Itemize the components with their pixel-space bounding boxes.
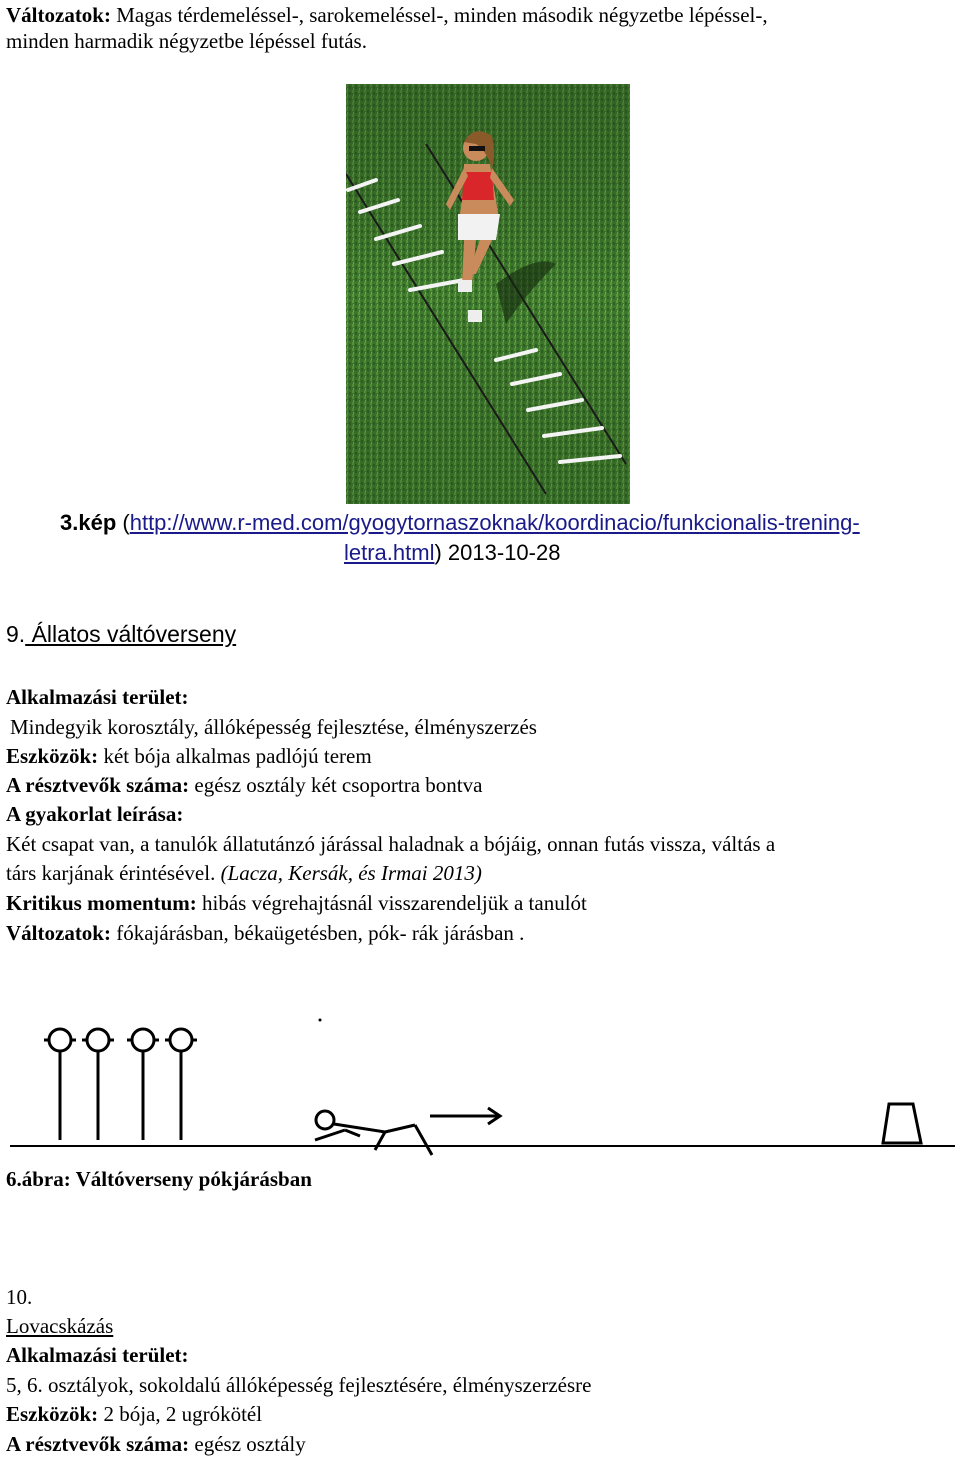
- section-9-participants-label: A résztvevők száma:: [6, 773, 190, 797]
- section-9-area-label: Alkalmazási terület:: [6, 685, 189, 709]
- section-9-participants: [6, 772, 482, 798]
- photo-source-link-cont[interactable]: letra.html: [344, 540, 435, 565]
- section-10-participants-label: A résztvevők száma:: [6, 1432, 190, 1456]
- section-10-participants: [6, 1431, 306, 1457]
- photo-caption-date: ) 2013-10-28: [434, 540, 561, 565]
- stick-figure-2: [82, 1029, 114, 1140]
- section-10-area-label: Alkalmazási terület:: [6, 1343, 189, 1367]
- section-9-heading: [6, 621, 236, 648]
- section-9-title: Állatos váltóverseny: [25, 621, 237, 647]
- section-10-area-text: 5, 6. osztályok, sokoldalú állóképesség fejlesztésére, élményszerzésre: [6, 1373, 592, 1397]
- section-9-area-text: Mindegyik korosztály, állóképesség fejlesztése, élményszerzés: [10, 715, 537, 739]
- section-9-description-label: A gyakorlat leírása:: [6, 802, 184, 826]
- section-10-tools-text: 2 bója, 2 ugrókötél: [98, 1402, 263, 1426]
- section-9-variants-text: fókajárásban, békaügetésben, pók- rák járásban .: [110, 921, 525, 945]
- section-10-title: Lovacskázás: [6, 1314, 114, 1338]
- variants-text: Magas térdemeléssel-, sarokemeléssel-, minden második négyzetbe lépéssel-,: [110, 3, 768, 27]
- section-9-variants: [6, 920, 524, 946]
- figure-6-caption: 6.ábra: Váltóverseny pókjárásban: [6, 1167, 312, 1191]
- direction-arrow: [430, 1108, 500, 1124]
- spider-walk-figure: [315, 1111, 432, 1155]
- relay-figure: [0, 1000, 960, 1165]
- photo-image: [346, 84, 630, 504]
- stick-figure-1: [44, 1029, 76, 1140]
- section-10-tools-label: Eszközök:: [6, 1402, 99, 1426]
- photo-caption-label: 3.kép: [60, 510, 117, 535]
- section-9-tools: [6, 743, 372, 769]
- section-9-critical: [6, 890, 587, 916]
- section-9-number: 9.: [6, 621, 26, 647]
- photo-caption-line2: [344, 540, 560, 566]
- section-9-tools-label: Eszközök:: [6, 744, 99, 768]
- stick-figure-3: [127, 1029, 159, 1140]
- section-9-critical-label: Kritikus momentum:: [6, 891, 197, 915]
- section-10-tools: [6, 1401, 262, 1427]
- section-9-tools-text: két bója alkalmas padlójú terem: [98, 744, 372, 768]
- relay-diagram: [0, 1000, 960, 1165]
- cone-icon: [883, 1104, 921, 1143]
- stick-figure-4: [165, 1029, 197, 1140]
- section-9-description-line1: Két csapat van, a tanulók állatutánzó járással haladnak a bójáig, onnan futás vissza, váltás a: [6, 832, 776, 856]
- section-9-variants-label: Változatok:: [6, 921, 111, 945]
- photo-source-link[interactable]: http://www.r-med.com/gyogytornaszoknak/koordinacio/funkcionalis-trening-: [129, 510, 860, 535]
- section-9-description-line2: társ karjának érintésével. (Lacza, Kersák, és Irmai 2013): [6, 861, 482, 885]
- running-ladder-photo: [346, 84, 630, 504]
- variants-paragraph: [6, 2, 768, 28]
- photo-caption: 3.kép (http://www.r-med.com/gyogytornaszoknak/koordinacio/funkcionalis-trening-: [60, 510, 860, 535]
- variants-paragraph-line2: minden harmadik négyzetbe lépéssel futás.: [6, 29, 367, 53]
- section-9-citation: (Lacza, Kersák, és Irmai 2013): [220, 861, 482, 885]
- section-9-critical-text: hibás végrehajtásnál visszarendeljük a tanulót: [196, 891, 587, 915]
- section-10-participants-text: egész osztály: [189, 1432, 306, 1456]
- section-9-participants-text: egész osztály két csoportra bontva: [189, 773, 483, 797]
- variants-label: Változatok:: [6, 3, 111, 27]
- section-10-number: 10.: [6, 1285, 33, 1309]
